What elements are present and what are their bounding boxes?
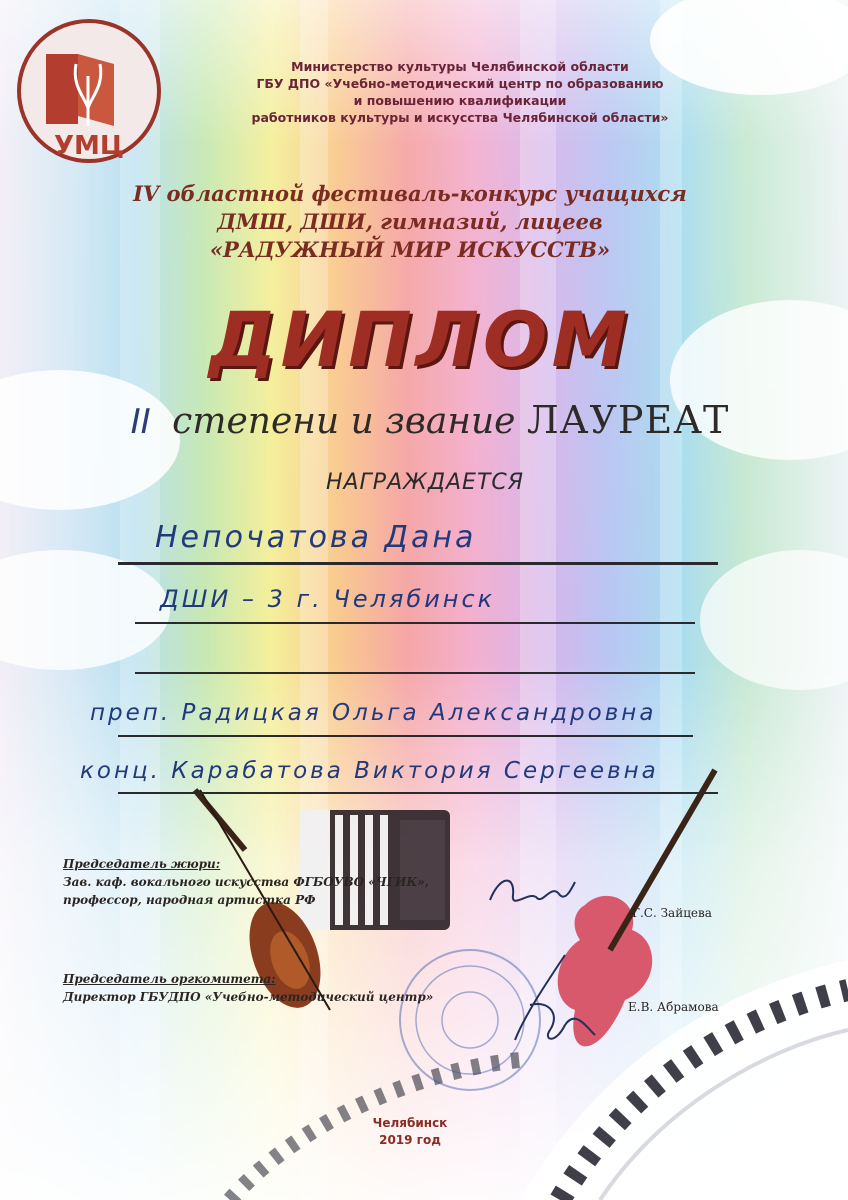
umc-logo bbox=[14, 16, 164, 166]
footer-city: Челябинск bbox=[372, 1116, 448, 1130]
degree-number: II bbox=[130, 402, 151, 442]
jury-chair-signature bbox=[485, 870, 580, 920]
jury-chair-line: профессор, народная артистка РФ bbox=[63, 893, 316, 907]
committee-chair-heading: Председатель оргкомитета: bbox=[63, 972, 276, 986]
org-line: ГБУ ДПО «Учебно-методический центр по образованию bbox=[256, 76, 664, 91]
accompanist-underline bbox=[118, 792, 718, 794]
org-line: и повышению квалификации bbox=[353, 93, 567, 108]
jury-chair-heading: Председатель жюри: bbox=[63, 857, 221, 871]
festival-line: ДМШ, ДШИ, гимназий, лицеев bbox=[217, 209, 603, 234]
degree-line bbox=[80, 398, 780, 442]
accompanist-name: конц. Карабатова Виктория Сергеевна bbox=[80, 758, 659, 784]
jury-chair-line: Зав. каф. вокального искусства ФГБОУВО «ЧГИК», bbox=[63, 875, 429, 889]
blank-underline bbox=[135, 672, 695, 674]
teacher-name: преп. Радицкая Ольга Александровна bbox=[90, 700, 657, 726]
svg-text:УМЦ: УМЦ bbox=[53, 131, 125, 161]
name-underline bbox=[118, 562, 718, 565]
footer bbox=[300, 1115, 520, 1149]
festival-line: «РАДУЖНЫЙ МИР ИСКУССТВ» bbox=[209, 237, 611, 262]
teacher-underline bbox=[118, 735, 693, 737]
awarded-label: НАГРАЖДАЕТСЯ bbox=[325, 470, 525, 495]
degree-text: степени и звание bbox=[172, 401, 516, 442]
diploma-title: ДИПЛОМ bbox=[208, 295, 632, 384]
committee-chair-name: Е.В. Абрамова bbox=[628, 1000, 719, 1014]
festival-title bbox=[100, 180, 720, 264]
organization-header bbox=[250, 58, 670, 126]
footer-year: 2019 год bbox=[379, 1133, 441, 1147]
committee-chair-line: Директор ГБУДПО «Учебно-методический центр» bbox=[63, 990, 434, 1004]
committee-chair-block bbox=[63, 970, 463, 1006]
school-name: ДШИ – 3 г. Челябинск bbox=[160, 585, 496, 613]
committee-chair-signature bbox=[495, 945, 605, 1055]
org-line: работников культуры и искусства Челябинской области» bbox=[251, 110, 669, 125]
school-underline bbox=[135, 622, 695, 624]
jury-chair-block bbox=[63, 855, 483, 909]
org-line: Министерство культуры Челябинской области bbox=[291, 59, 629, 74]
festival-line: IV областной фестиваль-конкурс учащихся bbox=[133, 181, 687, 206]
jury-chair-name: Г.С. Зайцева bbox=[632, 906, 712, 920]
recipient-name: Непочатова Дана bbox=[155, 520, 477, 555]
degree-rank: ЛАУРЕАТ bbox=[526, 398, 730, 442]
